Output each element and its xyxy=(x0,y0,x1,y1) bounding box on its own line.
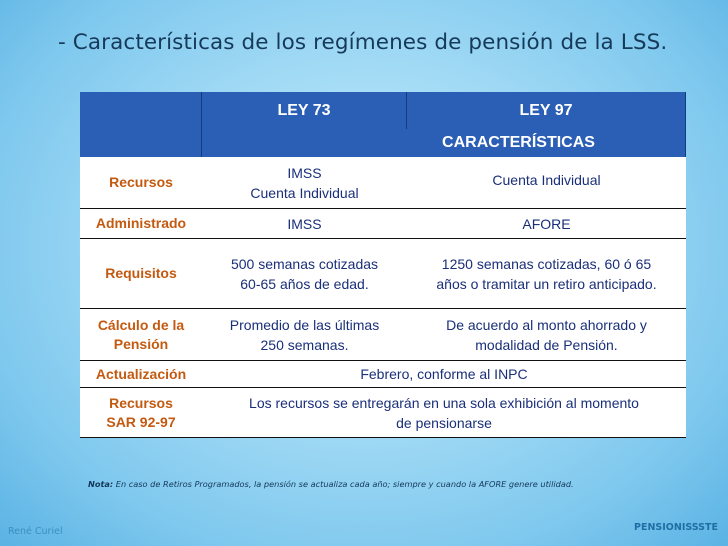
table-row xyxy=(80,209,686,239)
footnote-prefix: Nota: xyxy=(88,479,114,489)
table-row xyxy=(80,309,686,361)
row-label: Actualización xyxy=(80,361,202,388)
header-ley97: LEY 97 xyxy=(407,92,686,130)
comparison-table xyxy=(80,92,686,438)
footnote xyxy=(88,479,574,489)
row-label: Recursos SAR 92-97 xyxy=(80,388,202,438)
table-row xyxy=(80,239,686,309)
row-value-ley73: IMSS xyxy=(202,209,407,239)
header-blank-cell xyxy=(80,92,202,130)
row-value-ley73: IMSS Cuenta Individual xyxy=(202,157,407,209)
table-row xyxy=(80,157,686,209)
table-row xyxy=(80,361,686,388)
row-value-ley97: 1250 semanas cotizadas, 60 ó 65 años o tramitar un retiro anticipado. xyxy=(407,239,686,309)
row-label: Cálculo de la Pensión xyxy=(80,309,202,361)
slide-title: - Características de los regímenes de pensión de la LSS. xyxy=(58,30,668,55)
row-value-ley97: Cuenta Individual xyxy=(407,157,686,209)
row-value-ley73: 500 semanas cotizadas 60-65 años de edad. xyxy=(202,239,407,309)
table-row xyxy=(80,388,686,438)
row-value-merged: Los recursos se entregarán en una sola exhibición al momento de pensionarse xyxy=(202,388,686,438)
row-value-ley97: De acuerdo al monto ahorrado y modalidad de Pensión. xyxy=(407,309,686,361)
row-label: Recursos xyxy=(80,157,202,209)
subheader-blank-cell xyxy=(80,129,202,157)
author-label: René Curiel xyxy=(8,526,63,537)
row-value-merged: Febrero, conforme al INPC xyxy=(202,361,686,388)
row-value-ley97: AFORE xyxy=(407,209,686,239)
row-label: Requisitos xyxy=(80,239,202,309)
row-label: Administrado xyxy=(80,209,202,239)
table-header-row xyxy=(80,92,686,130)
header-caracteristicas: CARACTERÍSTICAS xyxy=(202,129,686,157)
brand-label: PENSIONISSSTE xyxy=(634,522,718,533)
row-value-ley73: Promedio de las últimas 250 semanas. xyxy=(202,309,407,361)
table-subheader-row xyxy=(80,129,686,157)
footnote-text: En caso de Retiros Programados, la pensión se actualiza cada año; siempre y cuando la AFORE genere utilidad. xyxy=(113,479,574,489)
header-ley73: LEY 73 xyxy=(202,92,407,130)
